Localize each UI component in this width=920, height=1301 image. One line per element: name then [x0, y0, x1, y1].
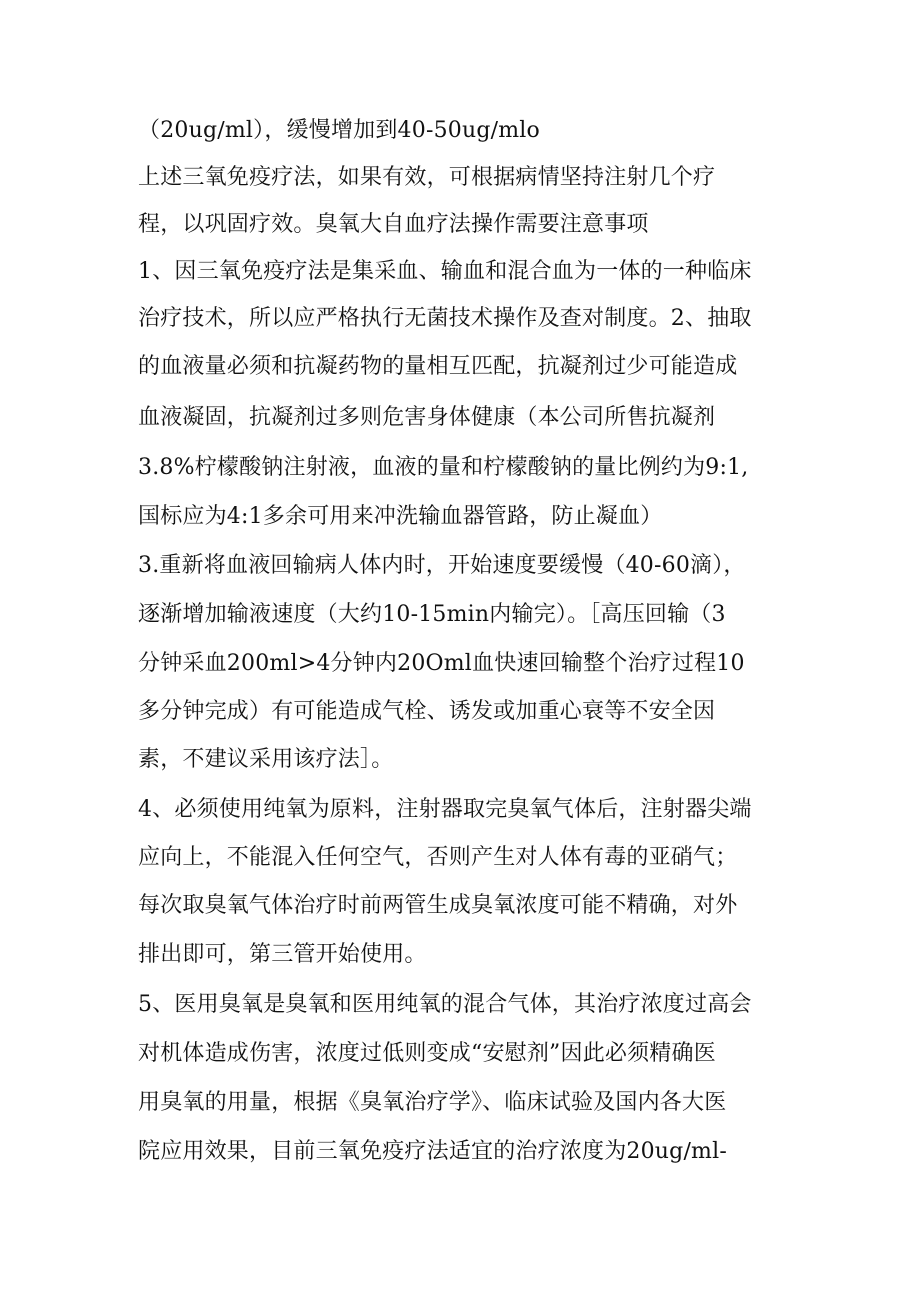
- text-line: 治疗技术，所以应严格执行无菌技术操作及查对制度。2、抽取: [138, 306, 752, 331]
- text-line: 每次取臭氧气体治疗时前两管生成臭氧浓度可能不精确，对外: [138, 893, 738, 918]
- text-line: （20ug∕ml），缓慢增加到40-50ug∕mlo: [138, 118, 540, 143]
- text-line: 国标应为4:1多余可用来冲洗输血器管路，防止凝血）: [138, 504, 663, 529]
- text-line: 4、必须使用纯氧为原料，注射器取完臭氧气体后，注射器尖端: [138, 797, 752, 822]
- text-line: 5、医用臭氧是臭氧和医用纯氧的混合气体，其治疗浓度过高会: [138, 992, 752, 1017]
- text-line: 院应用效果，目前三氧免疫疗法适宜的治疗浓度为20ug∕ml-: [138, 1139, 727, 1164]
- text-line: 排出即可，第三管开始使用。: [138, 942, 427, 967]
- text-line: 素，不建议采用该疗法］。: [138, 747, 394, 772]
- text-line: 的血液量必须和抗凝药物的量相互匹配，抗凝剂过少可能造成: [138, 354, 738, 379]
- text-line: 分钟采血200ml>4分钟内20Oml血快速回输整个治疗过程10: [138, 651, 745, 676]
- text-line: 多分钟完成）有可能造成气栓、诱发或加重心衰等不安全因: [138, 699, 716, 724]
- text-line: 1、因三氧免疫疗法是集采血、输血和混合血为一体的一种临床: [138, 259, 752, 284]
- text-line: 3.重新将血液回输病人体内时，开始速度要缓慢（40-60滴），: [138, 553, 746, 578]
- text-line: 用臭氧的用量，根据《臭氧治疗学》、临床试验及国内各大医: [138, 1090, 727, 1115]
- text-line: 对机体造成伤害，浓度过低则变成“安慰剂”因此必须精确医: [138, 1041, 716, 1066]
- text-line: 3.8%柠檬酸钠注射液，血液的量和柠檬酸钠的量比例约为9:1,: [138, 455, 749, 480]
- text-line: 上述三氧免疫疗法，如果有效，可根据病情坚持注射几个疗: [138, 165, 716, 190]
- text-line: 应向上，不能混入任何空气，否则产生对人体有毒的亚硝气；: [138, 845, 738, 870]
- text-line: 血液凝固，抗凝剂过多则危害身体健康（本公司所售抗凝剂: [138, 405, 716, 430]
- text-line: 逐渐增加输液速度（大约10-15min内输完）。［高压回输（3: [138, 602, 726, 627]
- text-line: 程，以巩固疗效。臭氧大自血疗法操作需要注意事项: [138, 212, 649, 237]
